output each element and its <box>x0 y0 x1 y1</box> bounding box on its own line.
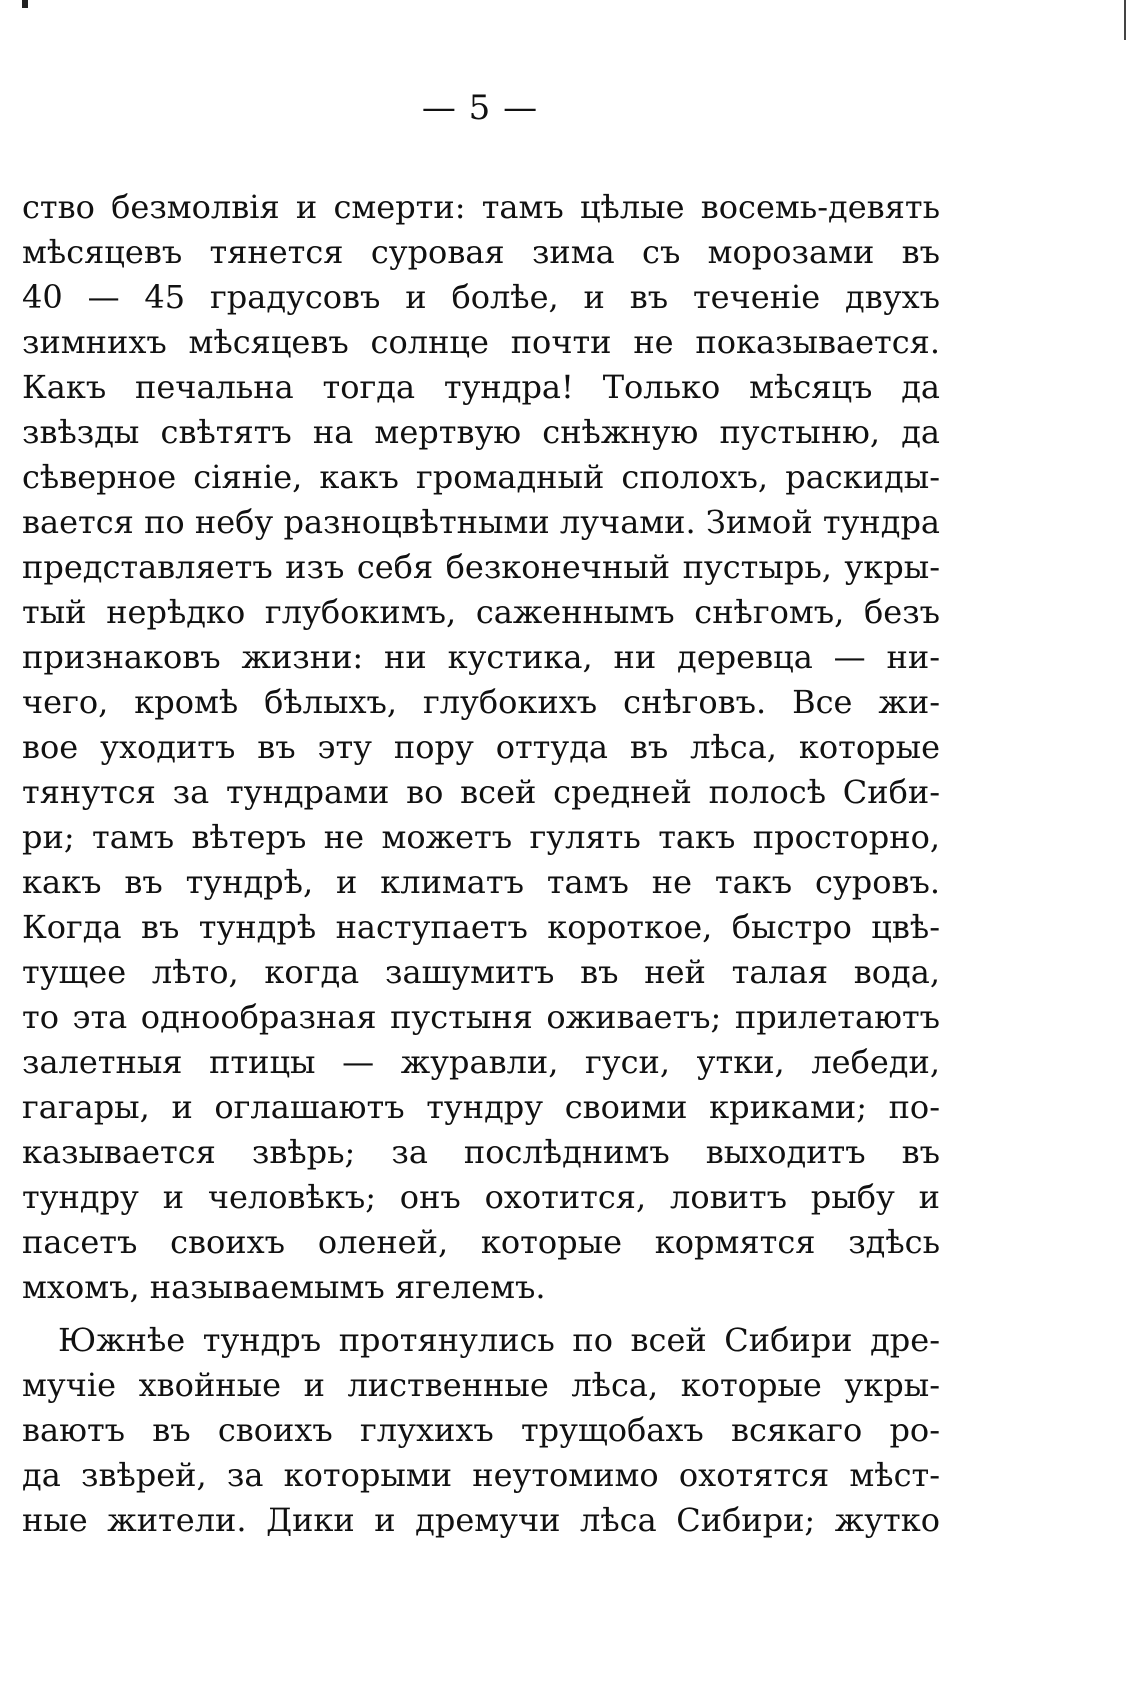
text-line: представляетъ изъ себя безконечный пустырь, укры- <box>22 548 940 586</box>
scan-edge-mark-right <box>1124 0 1126 40</box>
text-line: сѣверное сіяніе, какъ громадный сполохъ, раскиды- <box>22 458 940 496</box>
text-line: залетныя птицы — журавли, гуси, утки, лебеди, <box>22 1043 940 1081</box>
text-line: тущее лѣто, когда зашумитъ въ ней талая вода, <box>22 953 940 991</box>
text-line: тый нерѣдко глубокимъ, саженнымъ снѣгомъ, безъ <box>22 593 940 631</box>
text-line: Южнѣе тундръ протянулись по всей Сибири дре- <box>58 1321 940 1359</box>
text-line: ваютъ въ своихъ глухихъ трущобахъ всякаго ро- <box>22 1411 940 1449</box>
text-line: зимнихъ мѣсяцевъ солнце почти не показывается. <box>22 323 940 361</box>
text-line: мучіе хвойные и лиственные лѣса, которые укры- <box>22 1366 940 1404</box>
text-line: ство безмолвія и смерти: тамъ цѣлые восемь-девять <box>22 188 940 226</box>
body-text <box>22 185 940 1543</box>
text-line: вое уходитъ въ эту пору оттуда въ лѣса, которые <box>22 728 940 766</box>
text-line: казывается звѣрь; за послѣднимъ выходитъ въ <box>22 1133 940 1171</box>
text-line: 40 — 45 градусовъ и болѣе, и въ теченіе двухъ <box>22 278 940 316</box>
text-line: пасетъ своихъ оленей, которые кормятся здѣсь <box>22 1223 940 1261</box>
text-line: то эта однообразная пустыня оживаетъ; прилетаютъ <box>22 998 940 1036</box>
paragraph-2 <box>22 1318 940 1543</box>
text-line: ные жители. Дики и дремучи лѣса Сибири; жутко <box>22 1501 940 1539</box>
text-line: вается по небу разноцвѣтными лучами. Зимой тундра <box>22 503 940 541</box>
text-line: Какъ печальна тогда тундра! Только мѣсяцъ да <box>22 368 940 406</box>
scan-edge-mark-left <box>22 0 28 8</box>
page-number: — 5 — <box>421 88 539 128</box>
text-line: признаковъ жизни: ни кустика, ни деревца — ни- <box>22 638 940 676</box>
text-line: да звѣрей, за которыми неутомимо охотятся мѣст- <box>22 1456 940 1494</box>
paragraph-1 <box>22 185 940 1310</box>
text-line: мхомъ, называемымъ ягелемъ. <box>22 1268 546 1306</box>
text-line: какъ въ тундрѣ, и климатъ тамъ не такъ суровъ. <box>22 863 940 901</box>
text-line: гагары, и оглашаютъ тундру своими криками; по- <box>22 1088 940 1126</box>
text-line: чего, кромѣ бѣлыхъ, глубокихъ снѣговъ. Все жи- <box>22 683 940 721</box>
text-line: ри; тамъ вѣтеръ не можетъ гулять такъ просторно, <box>22 818 940 856</box>
text-line: мѣсяцевъ тянется суровая зима съ морозами въ <box>22 233 940 271</box>
text-line: звѣзды свѣтятъ на мертвую снѣжную пустыню, да <box>22 413 940 451</box>
text-line: Когда въ тундрѣ наступаетъ короткое, быстро цвѣ- <box>22 908 940 946</box>
text-line: тундру и человѣкъ; онъ охотится, ловитъ рыбу и <box>22 1178 940 1216</box>
paragraph-gap <box>22 1310 940 1318</box>
text-line: тянутся за тундрами во всей средней полосѣ Сиби- <box>22 773 940 811</box>
